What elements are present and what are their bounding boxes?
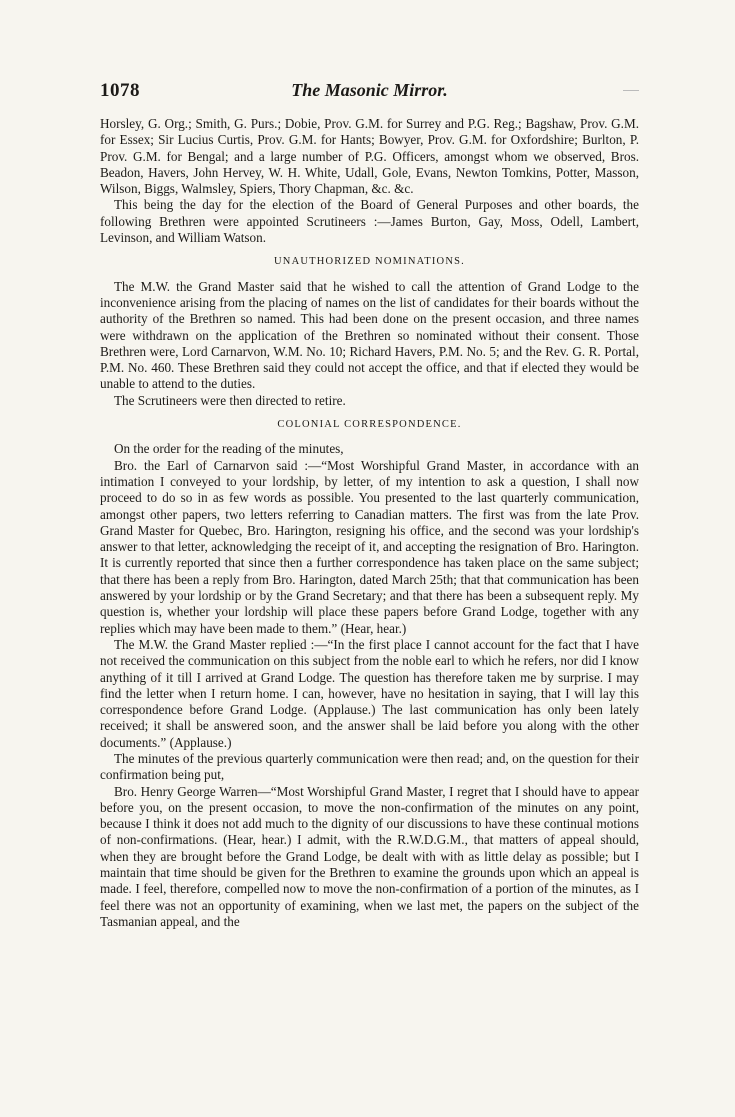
- paragraph-minutes-read: The minutes of the previous quarterly communication were then read; and, on the question for their confirmation being put,: [100, 750, 639, 783]
- section-heading-unauthorized-nominations: UNAUTHORIZED NOMINATIONS.: [274, 256, 465, 268]
- section-heading-colonial-correspondence: COLONIAL CORRESPONDENCE.: [277, 419, 462, 431]
- paragraph-earl-carnarvon: Bro. the Earl of Carnarvon said :—“Most Worshipful Grand Master, in accordance with an intimation I conveyed to your lordship, by letter, of my intention to ask a question, I shall now proceed to do so in as few words as possible. You presented to the last quarterly communication, amongst other papers, two letters referring to Canadian matters. The first was from the late Prov. Grand Master for Quebec, Bro. Harington, resigning his office, and the second was your lordship's answer to that letter, acknowledging the receipt of it, and accepting the resignation of Bro. Harington. It is currently reported that since then a further correspondence has taken place on the same subject; that there has been a reply from Bro. Harington, dated March 25th; that that communication has been answered by your lordship or by the Grand Secretary; and that there has been a subsequent reply. My question is, whether your lordship will place these papers before Grand Lodge, together with any replies which may have been made to them.” (Hear, hear.): [100, 457, 639, 636]
- paragraph-grand-master-reply: The M.W. the Grand Master replied :—“In the first place I cannot account for the fact that I have not received the communication on this subject from the noble earl to which he refers, nor did I know anything of it till I arrived at Grand Lodge. The question has therefore taken me by surprise. I may find the letter when I return home. I can, however, have no hesitation in saying, that I will lay this correspondence before Grand Lodge. (Applause.) The last communication has only been lately received; it shall be answered soon, and the answer shall be laid before you along with the other documents.” (Applause.): [100, 636, 639, 750]
- page-header: [100, 80, 639, 106]
- paragraph-order-minutes: On the order for the reading of the minutes,: [114, 441, 344, 457]
- paragraph-scrutineers: This being the day for the election of the Board of General Purposes and other boards, the following Brethren were appointed Scrutineers :—James Burton, Gay, Moss, Odell, Lambert, Levinson, and William Watson.: [100, 197, 639, 246]
- paragraph-attendees: Horsley, G. Org.; Smith, G. Purs.; Dobie, Prov. G.M. for Surrey and P.G. Reg.; Bagshaw, Prov. G.M. for Essex; Sir Lucius Curtis, Prov. G.M. for Hants; Bowyer, Prov. G.M. for Oxfordshire; Burlton, P. Prov. G.M. for Bengal; and a large number of P.G. Officers, amongst whom we observed, Bros. Beadon, Havers, John Hervey, W. H. White, Udall, Gole, Evans, Newton Tomkins, Potter, Masson, Wilson, Biggs, Walmsley, Spiers, Thory Chapman, &c. &c.: [100, 116, 639, 197]
- paragraph-scrutineers-retire: The Scrutineers were then directed to retire.: [114, 392, 346, 408]
- page-number: 1078: [100, 80, 140, 101]
- paragraph-bro-warren: Bro. Henry George Warren—“Most Worshipful Grand Master, I regret that I should have to appear before you, on the present occasion, to move the non-confirmation of the minutes on any point, because I think it does not add much to the dignity of our discussions to have these continual motions of non-confirmations. (Hear, hear.) I admit, with the R.W.D.G.M., that matters of appeal should, when they are brought before the Grand Lodge, be dealt with with as little delay as possible; but I maintain that time should be given for the Brethren to examine the grounds upon which an appeal is made. I feel, therefore, compelled now to move the non-confirmation of a portion of the minutes, as I feel there was not an opportunity of examining, when we last met, the papers on the subject of the Tasmanian appeal, and the: [100, 783, 639, 929]
- running-title: The Masonic Mirror.: [291, 80, 448, 100]
- header-rule: [623, 90, 639, 91]
- article-body: [100, 116, 639, 930]
- paragraph-grand-master-nominations: The M.W. the Grand Master said that he wished to call the attention of Grand Lodge to the inconvenience arising from the placing of names on the list of candidates for their boards without the authority of the Brethren so named. This had been done on the present occasion, and three names were withdrawn on the application of the Brethren so nominated without their consent. Those Brethren were, Lord Carnarvon, W.M. No. 10; Richard Havers, P.M. No. 5; and the Rev. G. R. Portal, P.M. No. 460. These Brethren said they could not accept the office, and that if elected they would be unable to attend to the duties.: [100, 278, 639, 392]
